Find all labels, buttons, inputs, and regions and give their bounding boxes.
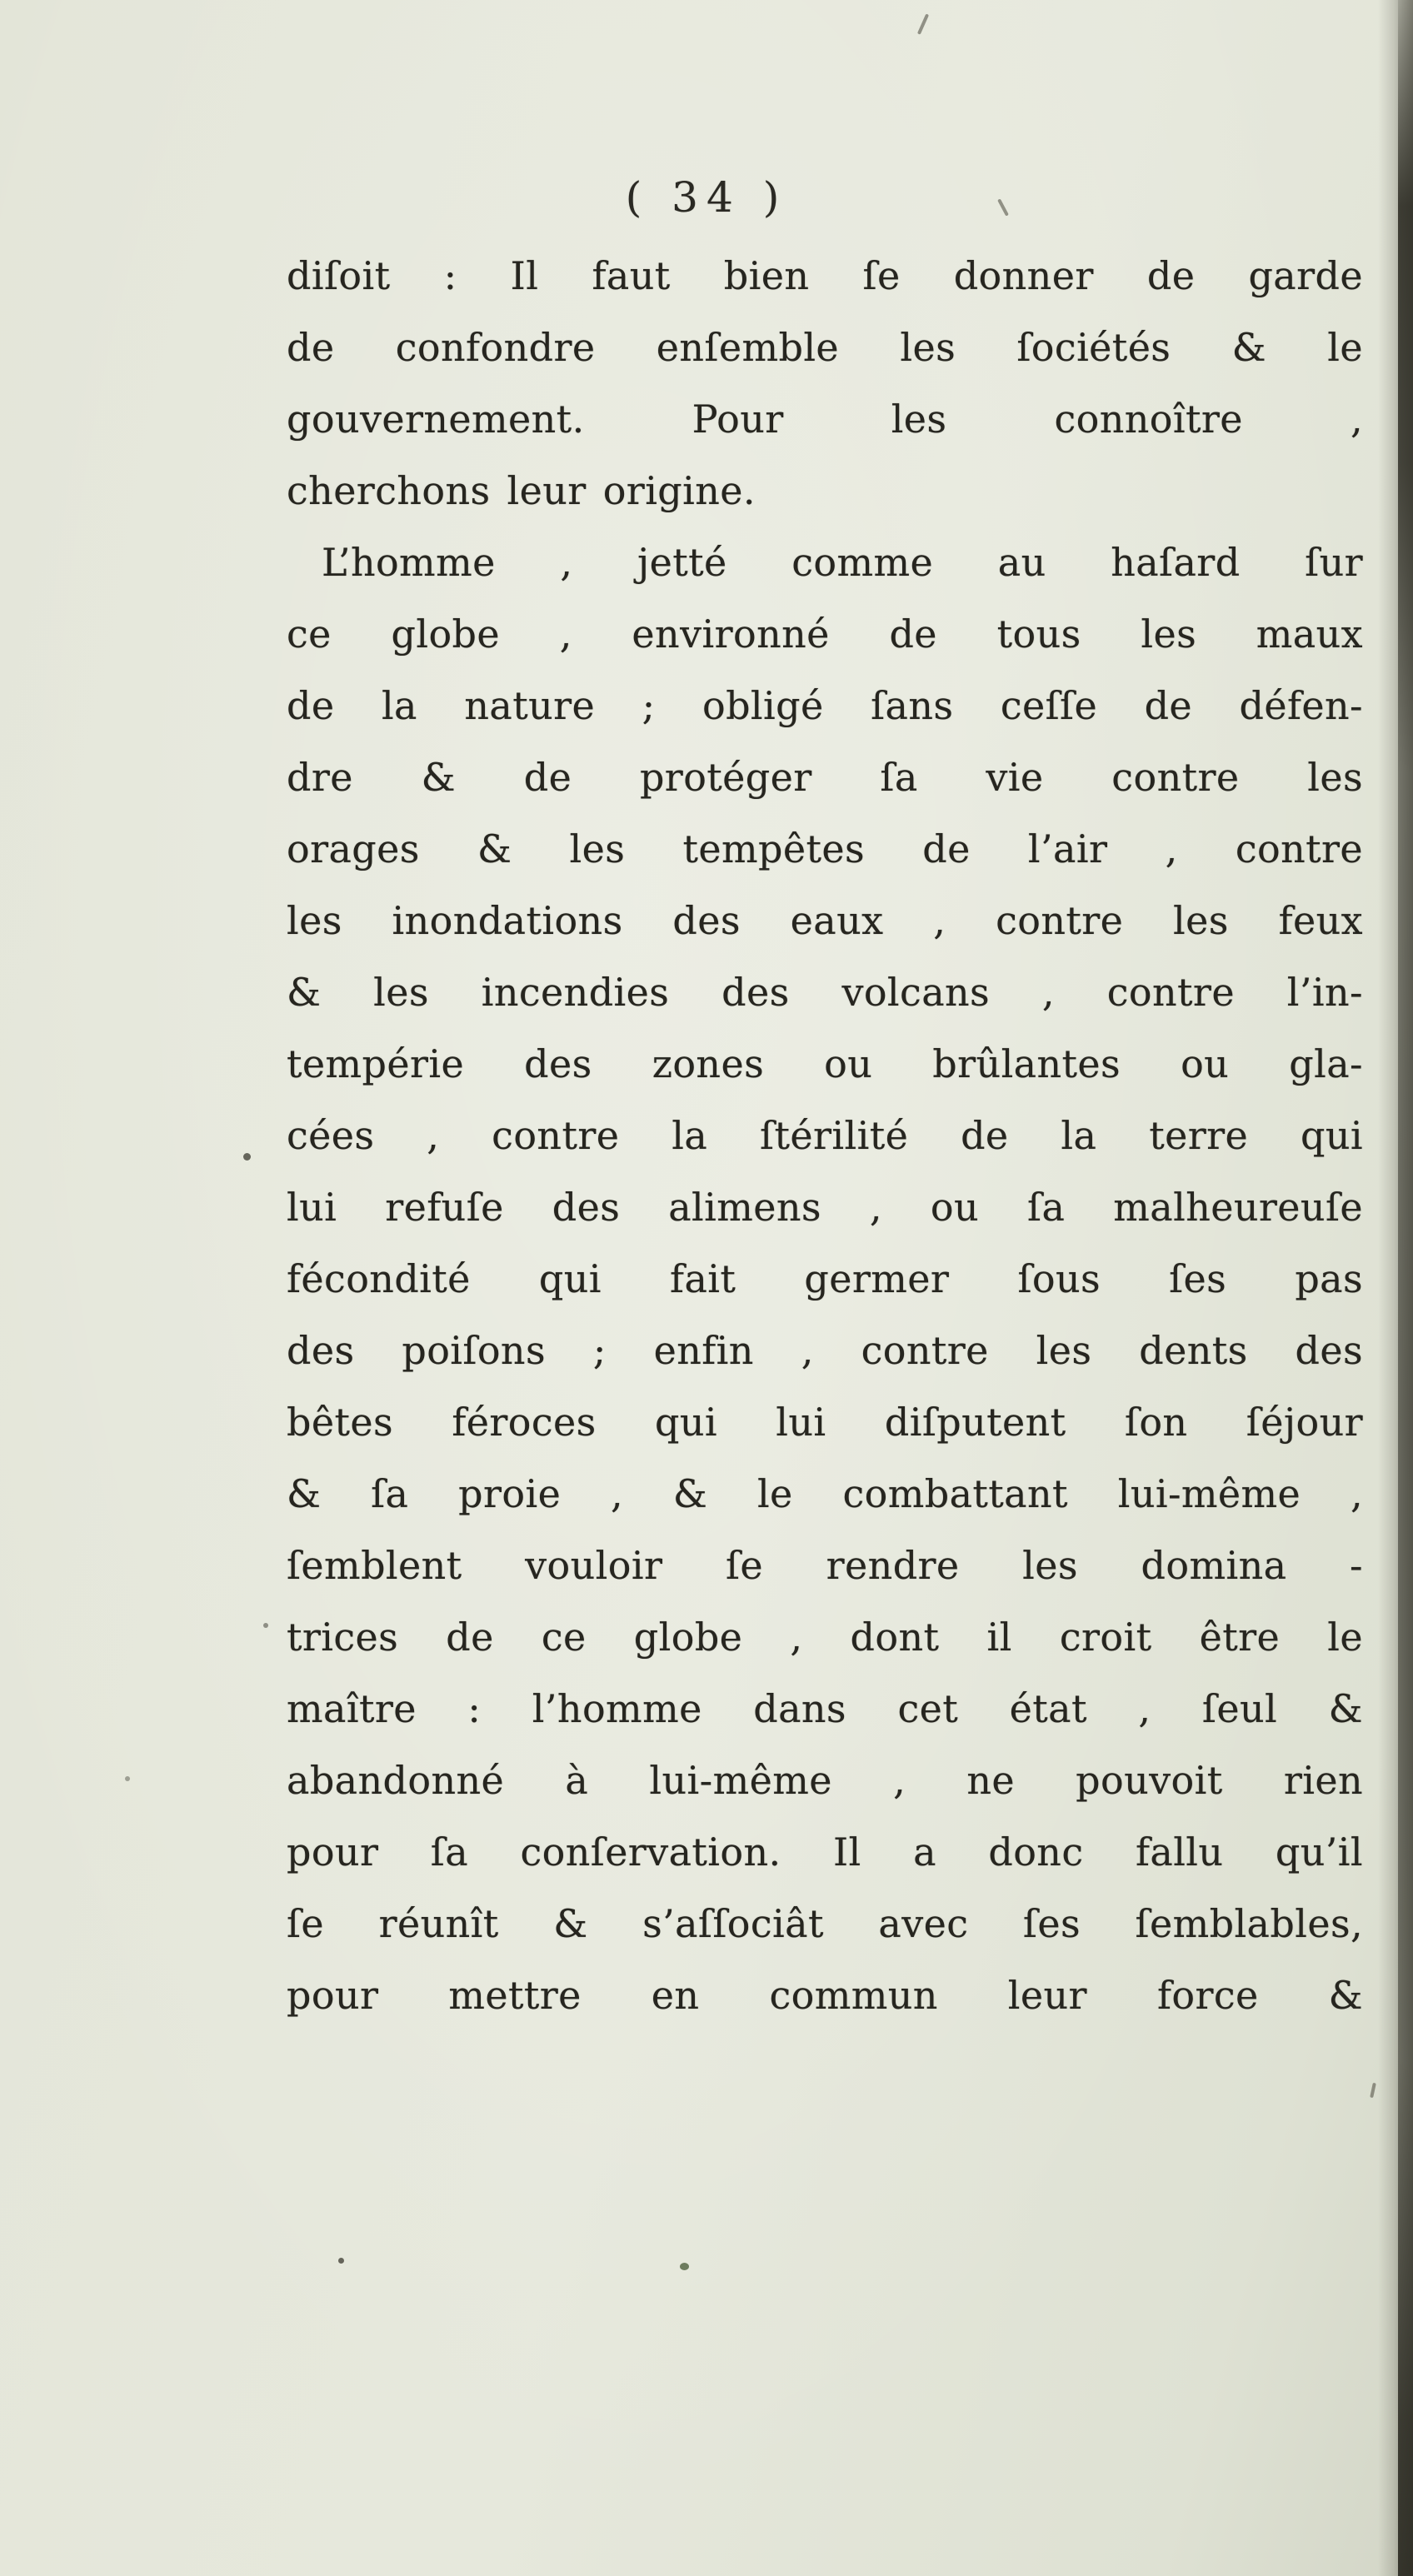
text-line: abandonné à lui-même , ne pouvoit rien	[287, 1758, 1363, 1803]
text-line: fécondité qui fait germer ſous ſes pas	[287, 1256, 1363, 1301]
green-speck	[680, 2263, 689, 2270]
scan-mark	[917, 13, 929, 34]
page-edge-dark-strip	[1398, 0, 1413, 2576]
page-number: ( 34 )	[625, 173, 788, 222]
text-line: orages & les tempêtes de l’air , contre	[287, 826, 1363, 871]
text-line: trices de ce globe , dont il croit être le	[287, 1615, 1363, 1660]
text-line: L’homme , jetté comme au haſard ſur	[322, 540, 1363, 585]
scan-mark	[1370, 2083, 1376, 2098]
ink-speck	[125, 1776, 130, 1781]
text-block	[287, 240, 1363, 2031]
text-line: tempérie des zones ou brûlantes ou gla-	[287, 1041, 1363, 1086]
text-line: ſe réunît & s’aſſociât avec ſes ſemblables,	[287, 1901, 1363, 1946]
text-line: bêtes féroces qui lui diſputent ſon ſéjour	[287, 1400, 1363, 1445]
text-line: les inondations des eaux , contre les feux	[287, 898, 1363, 943]
text-line: pour mettre en commun leur force &	[287, 1973, 1363, 2018]
text-line: dre & de protéger ſa vie contre les	[287, 755, 1363, 800]
text-line: lui refuſe des alimens , ou ſa malheureuſe	[287, 1185, 1363, 1230]
text-line: maître : l’homme dans cet état , ſeul &	[287, 1686, 1363, 1731]
text-line: pour ſa conſervation. Il a donc fallu qu’il	[287, 1830, 1363, 1875]
text-line: gouvernement. Pour les connoître ,	[287, 397, 1363, 442]
text-line: de la nature ; obligé ſans ceſſe de défen-	[287, 683, 1363, 728]
text-line: & ſa proie , & le combattant lui-même ,	[287, 1471, 1363, 1516]
ink-speck	[243, 1153, 251, 1161]
text-line: cées , contre la ſtérilité de la terre qui	[287, 1113, 1363, 1158]
text-line: de confondre enſemble les ſociétés & le	[287, 325, 1363, 370]
text-line: ſemblent vouloir ſe rendre les domina -	[287, 1543, 1363, 1588]
ink-speck	[338, 2258, 344, 2264]
text-line: & les incendies des volcans , contre l’in-	[287, 970, 1363, 1015]
text-line: cherchons leur origine.	[287, 468, 756, 513]
text-line: diſoit : Il faut bien ſe donner de garde	[287, 253, 1363, 298]
ink-speck	[263, 1623, 268, 1628]
text-line: des poiſons ; enfin , contre les dents des	[287, 1328, 1363, 1373]
text-line: ce globe , environné de tous les maux	[287, 612, 1363, 656]
